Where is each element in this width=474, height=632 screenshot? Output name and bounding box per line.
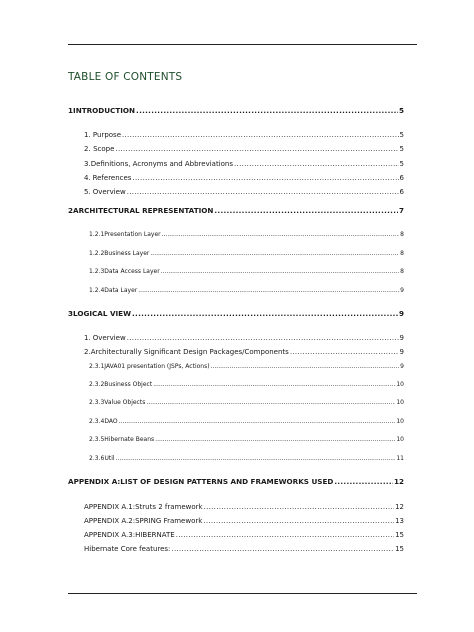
toc-entry-page: 9 (400, 363, 404, 370)
toc-entry-hibernate-beans[interactable] (89, 436, 404, 443)
dot-leader (234, 160, 399, 168)
toc-entry-purpose[interactable] (84, 131, 404, 139)
toc-entry-number: APPENDIX A.3: (84, 531, 136, 539)
toc-entry-number: 2. (84, 348, 91, 356)
toc-entry-appendix-a2[interactable] (84, 517, 404, 525)
toc-entry-number: 1.2.4 (89, 287, 105, 294)
dot-leader (115, 145, 398, 153)
toc-entry-page: 10 (396, 436, 404, 443)
toc-entry-title: DAO (104, 418, 118, 425)
dot-leader (176, 531, 394, 539)
toc-entry-logical-view[interactable] (68, 309, 404, 318)
toc-entry-number: 2.3.1 (89, 363, 105, 370)
toc-entry-definitions[interactable] (84, 160, 404, 168)
toc-entry-title: LIST OF DESIGN PATTERNS AND FRAMEWORKS USED (120, 477, 334, 486)
dot-leader (138, 287, 399, 294)
dot-leader (116, 455, 396, 462)
toc-entry-number: 1. (84, 334, 91, 342)
toc-entry-title: Overview (92, 334, 126, 342)
toc-entry-title: Overview (92, 188, 126, 196)
toc-entry-number: 1 (68, 106, 74, 115)
toc-entry-title: Scope (93, 145, 115, 153)
toc-entry-appendix-a[interactable] (68, 477, 404, 486)
toc-entry-scope[interactable] (84, 145, 404, 153)
toc-entry-business-layer[interactable] (89, 250, 404, 257)
toc-entry-number: APPENDIX A.1: (84, 503, 136, 511)
toc-entry-number: 2.3.4 (89, 418, 105, 425)
toc-entry-java01-presentation[interactable] (89, 363, 404, 370)
toc-entry-title: Purpose (92, 131, 121, 139)
toc-entry-title: Value Objects (104, 399, 146, 406)
dot-leader (334, 477, 393, 486)
toc-entry-number: 2.3.5 (89, 436, 105, 443)
toc-entry-number: 2. (84, 145, 91, 153)
toc-entry-number: 5. (84, 188, 91, 196)
dot-leader (171, 545, 394, 553)
toc-entry-title: Presentation Layer (104, 231, 161, 238)
dot-leader (132, 309, 398, 318)
toc-entry-page: 12 (395, 503, 404, 511)
toc-entry-number: 2.3.3 (89, 399, 105, 406)
toc-entry-page: 6 (399, 188, 404, 196)
toc-entry-page: 5 (398, 106, 404, 115)
toc-entry-number: 3. (84, 160, 91, 168)
dot-leader (203, 517, 394, 525)
toc-entry-page: 5 (399, 160, 404, 168)
toc-entry-title: Data Access Layer (104, 268, 160, 275)
toc-entry-page: 5 (399, 131, 404, 139)
toc-entry-number: 2.3.6 (89, 455, 105, 462)
toc-entry-number: 2.3.2 (89, 381, 105, 388)
toc-entry-number: 2 (68, 206, 74, 215)
toc-entry-page: 5 (399, 145, 404, 153)
toc-entry-title: Business Object (104, 381, 153, 388)
toc-entry-presentation-layer[interactable] (89, 231, 404, 238)
toc-entry-page: 9 (399, 348, 404, 356)
toc-entry-dao[interactable] (89, 418, 404, 425)
toc-entry-page: 9 (398, 309, 404, 318)
toc-entry-page: 8 (400, 231, 404, 238)
dot-leader (211, 363, 400, 370)
toc-entry-title: Architecturally Significant Design Packages/Components (90, 348, 289, 356)
toc-entry-title: SPRING Framework (135, 517, 203, 525)
footer-rule (68, 593, 417, 594)
dot-leader (290, 348, 399, 356)
toc-entry-title: Hibernate Beans (104, 436, 155, 443)
dot-leader (162, 231, 400, 238)
toc-entry-number: 1.2.3 (89, 268, 105, 275)
toc-entry-number: 1. (84, 131, 91, 139)
toc-entry-page: 10 (396, 399, 404, 406)
toc-entry-references[interactable] (84, 174, 404, 182)
dot-leader (127, 188, 399, 196)
toc-entry-page: 8 (400, 268, 404, 275)
toc-entry-logical-overview[interactable] (84, 334, 404, 342)
toc-entry-page: 11 (396, 455, 404, 462)
toc-entry-introduction[interactable] (68, 106, 404, 115)
toc-entry-title: ARCHITECTURAL REPRESENTATION (73, 206, 214, 215)
toc-entry-appendix-a1[interactable] (84, 503, 404, 511)
toc-entry-title: Definitions, Acronyms and Abbreviations (90, 160, 234, 168)
toc-entry-number: 3 (68, 309, 74, 318)
toc-entry-title: Data Layer (104, 287, 138, 294)
dot-leader (161, 268, 399, 275)
toc-entry-data-layer[interactable] (89, 287, 404, 294)
toc-entry-page: 8 (400, 250, 404, 257)
toc-entry-number: 1.2.1 (89, 231, 105, 238)
toc-entry-hibernate-core-features[interactable] (84, 545, 404, 553)
toc-entry-title: JAVA01 presentation (JSPs, Actions) (104, 363, 210, 370)
toc-entry-title: INTRODUCTION (73, 106, 136, 115)
toc-entry-title: Util (104, 455, 115, 462)
toc-entry-title: Struts 2 framework (135, 503, 203, 511)
dot-leader (136, 106, 398, 115)
toc-entry-data-access-layer[interactable] (89, 268, 404, 275)
toc-entry-page: 13 (395, 517, 404, 525)
toc-entry-page: 6 (399, 174, 404, 182)
toc-entry-page: 10 (396, 381, 404, 388)
toc-entry-page: 7 (398, 206, 404, 215)
toc-title: TABLE OF CONTENTS (68, 71, 183, 83)
toc-entry-page: 12 (393, 477, 404, 486)
toc-entry-title: Hibernate Core features: (84, 545, 171, 553)
toc-entry-overview[interactable] (84, 188, 404, 196)
toc-entry-number: APPENDIX A: (68, 477, 121, 486)
toc-entry-title: References (92, 174, 132, 182)
toc-entry-value-objects[interactable] (89, 399, 404, 406)
dot-leader (122, 131, 399, 139)
dot-leader (146, 399, 395, 406)
toc-entry-page: 15 (395, 545, 404, 553)
toc-entry-architectural-representation[interactable] (68, 206, 404, 215)
toc-entry-appendix-a3[interactable] (84, 531, 404, 539)
dot-leader (155, 436, 395, 443)
toc-entry-number: 1.2.2 (89, 250, 105, 257)
dot-leader (132, 174, 398, 182)
dot-leader (127, 334, 399, 342)
toc-entry-title: LOGICAL VIEW (73, 309, 132, 318)
dot-leader (214, 206, 398, 215)
toc-entry-design-packages[interactable] (84, 348, 404, 356)
toc-entry-business-object[interactable] (89, 381, 404, 388)
dot-leader (153, 381, 395, 388)
dot-leader (204, 503, 395, 511)
toc-entry-page: 9 (399, 334, 404, 342)
toc-entry-title: HIBERNATE (135, 531, 175, 539)
dot-leader (119, 418, 396, 425)
toc-entry-page: 15 (395, 531, 404, 539)
dot-leader (150, 250, 399, 257)
toc-entry-util[interactable] (89, 455, 404, 462)
toc-entry-number: 4. (84, 174, 91, 182)
toc-entry-title: Business Layer (104, 250, 150, 257)
toc-entry-number: APPENDIX A.2: (84, 517, 136, 525)
toc-entry-page: 9 (400, 287, 404, 294)
toc-entry-page: 10 (396, 418, 404, 425)
